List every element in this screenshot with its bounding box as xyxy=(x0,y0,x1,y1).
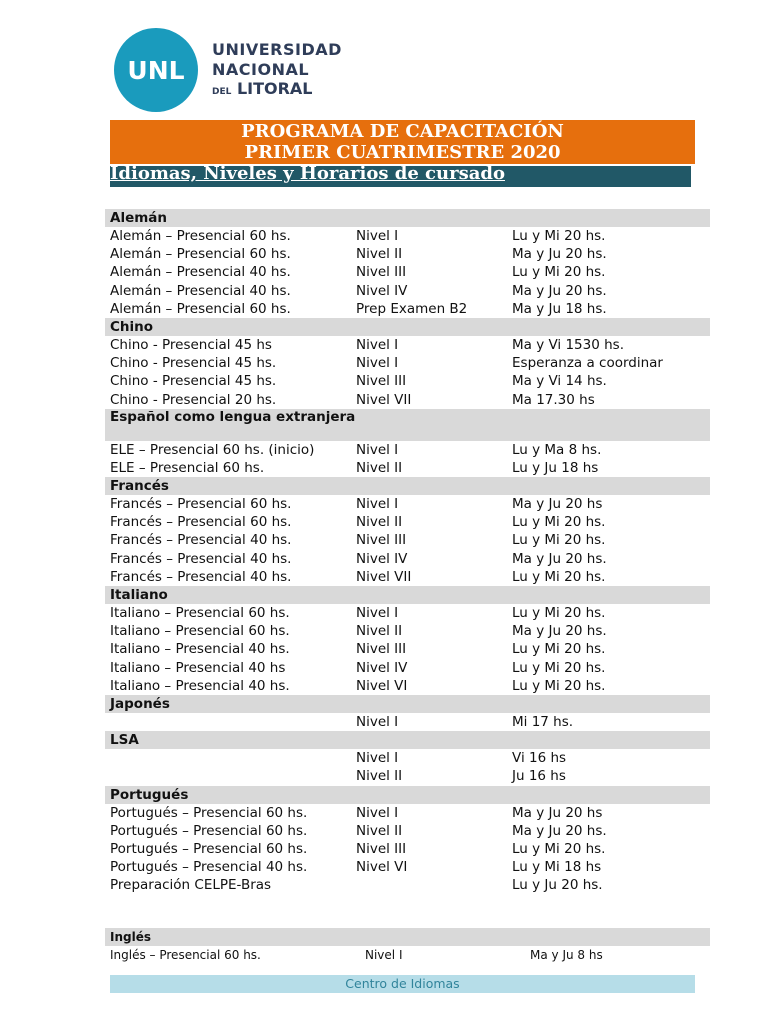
course-cell: ELE – Presencial 60 hs. (inicio) xyxy=(110,441,315,458)
level-cell: Nivel I xyxy=(356,804,399,821)
course-cell: Italiano – Presencial 60 hs. xyxy=(110,623,290,640)
level-cell: Nivel III xyxy=(356,264,407,281)
table-row xyxy=(105,659,710,677)
course-cell: Alemán – Presencial 60 hs. xyxy=(110,300,291,317)
level-cell: Nivel VI xyxy=(356,677,408,694)
course-cell: Chino - Presencial 45 hs. xyxy=(110,355,277,372)
table-row xyxy=(105,459,710,477)
table-row xyxy=(105,622,710,640)
level-cell: Nivel II xyxy=(356,623,403,640)
level-cell: Nivel VII xyxy=(356,568,412,585)
table-row xyxy=(105,263,710,281)
section-header: Chino xyxy=(105,318,710,336)
schedule-cell: Lu y Mi 20 hs. xyxy=(512,840,606,857)
level-cell: Nivel III xyxy=(356,840,407,857)
section-header: Japonés xyxy=(105,695,710,713)
schedule-cell: Ma y Vi 14 hs. xyxy=(512,373,607,390)
table-row xyxy=(105,876,710,894)
schedule-cell: Ma y Ju 20 hs. xyxy=(512,822,607,839)
course-cell: Italiano – Presencial 40 hs. xyxy=(110,641,290,658)
logo-line-1: UNIVERSIDAD xyxy=(212,39,342,59)
table-row xyxy=(105,227,710,245)
schedule-cell: Lu y Mi 20 hs. xyxy=(512,659,606,676)
table-row xyxy=(105,513,710,531)
course-cell: Italiano – Presencial 60 hs. xyxy=(110,605,290,621)
spacer xyxy=(105,894,710,928)
logo-wordmark xyxy=(212,40,342,101)
level-cell: Nivel I xyxy=(356,605,399,621)
table-row xyxy=(105,767,710,785)
banner-title-line-2: PRIMER CUATRIMESTRE 2020 xyxy=(244,142,561,163)
logo-line-2: NACIONAL xyxy=(212,59,310,79)
level-cell: Nivel I xyxy=(356,441,399,458)
schedule-cell: Ma y Ju 8 hs xyxy=(530,948,603,963)
level-cell: Nivel I xyxy=(356,355,399,372)
table-row xyxy=(105,713,710,731)
schedule-cell: Lu y Ma 8 hs. xyxy=(512,441,602,458)
schedule-cell: Lu y Mi 20 hs. xyxy=(512,568,606,585)
table-row xyxy=(105,391,710,409)
schedule-cell: Ma y Vi 1530 hs. xyxy=(512,336,625,353)
table-row xyxy=(105,568,710,586)
course-cell: ELE – Presencial 60 hs. xyxy=(110,459,265,476)
level-cell: Nivel III xyxy=(356,373,407,390)
section-header: LSA xyxy=(105,731,710,749)
schedule-cell: Vi 16 hs xyxy=(512,750,567,767)
table-row xyxy=(105,300,710,318)
section-header: Alemán xyxy=(105,209,710,227)
course-cell: Italiano – Presencial 40 hs. xyxy=(110,677,290,694)
schedule-cell: Lu y Mi 20 hs. xyxy=(512,532,606,549)
schedule-cell: Ma y Ju 20 hs. xyxy=(512,623,607,640)
schedule-cell: Lu y Mi 20 hs. xyxy=(512,605,606,621)
schedule-cell: Ma y Ju 18 hs. xyxy=(512,300,607,317)
course-cell: Portugués – Presencial 60 hs. xyxy=(110,840,308,857)
table-row xyxy=(105,640,710,658)
schedule-cell: Ma y Ju 20 hs. xyxy=(512,550,607,567)
course-cell: Portugués – Presencial 60 hs. xyxy=(110,822,308,839)
schedule-cell: Ma y Ju 20 hs. xyxy=(512,246,607,263)
unl-logo xyxy=(114,28,342,112)
table-row xyxy=(105,531,710,549)
level-cell: Prep Examen B2 xyxy=(356,300,468,317)
banner-title-line-1: PROGRAMA DE CAPACITACIÓN xyxy=(241,121,564,142)
footer-bar xyxy=(110,975,695,993)
schedule-cell: Lu y Mi 20 hs. xyxy=(512,264,606,281)
table-row xyxy=(105,550,710,568)
level-cell: Nivel III xyxy=(356,641,407,658)
course-cell: Francés – Presencial 60 hs. xyxy=(110,496,292,513)
schedule-cell: Ma y Ju 20 hs. xyxy=(512,282,607,299)
level-cell: Nivel IV xyxy=(356,282,408,299)
logo-line-3 xyxy=(212,80,342,101)
course-cell: Portugués – Presencial 60 hs. xyxy=(110,804,308,821)
course-cell: Alemán – Presencial 40 hs. xyxy=(110,282,291,299)
course-cell: Inglés – Presencial 60 hs. xyxy=(110,948,261,963)
schedule-cell: Esperanza a coordinar xyxy=(512,355,663,372)
table-row xyxy=(105,946,710,964)
table-row xyxy=(105,372,710,390)
course-cell: Francés – Presencial 40 hs. xyxy=(110,532,292,549)
table-row xyxy=(105,804,710,822)
course-cell: Portugués – Presencial 40 hs. xyxy=(110,859,308,876)
section-header: Francés xyxy=(105,477,710,495)
table-row xyxy=(105,677,710,695)
level-cell: Nivel II xyxy=(356,459,403,476)
table-row xyxy=(105,858,710,876)
level-cell: Nivel I xyxy=(365,948,403,963)
level-cell: Nivel II xyxy=(356,822,403,839)
course-cell: Alemán – Presencial 60 hs. xyxy=(110,246,291,263)
course-cell: Chino - Presencial 45 hs xyxy=(110,336,272,353)
course-cell: Alemán – Presencial 40 hs. xyxy=(110,264,291,281)
course-cell: Francés – Presencial 60 hs. xyxy=(110,514,292,531)
schedule-cell: Ma 17.30 hs xyxy=(512,391,595,408)
table-row xyxy=(105,441,710,459)
course-cell: Chino - Presencial 20 hs. xyxy=(110,391,277,408)
section-header: Italiano xyxy=(105,586,710,604)
page-subtitle: Idiomas, Niveles y Horarios de cursado xyxy=(110,163,505,184)
level-cell: Nivel III xyxy=(356,532,407,549)
course-cell: Francés – Presencial 40 hs. xyxy=(110,568,292,585)
course-cell: Chino - Presencial 45 hs. xyxy=(110,373,277,390)
schedule-cell: Mi 17 hs. xyxy=(512,713,574,730)
schedule-cell: Lu y Ju 18 hs xyxy=(512,459,599,476)
course-cell: Francés – Presencial 40 hs. xyxy=(110,550,292,567)
schedule-cell: Lu y Mi 20 hs. xyxy=(512,677,606,694)
course-cell: Preparación CELPE-Bras xyxy=(110,877,272,894)
level-cell: Nivel I xyxy=(356,713,399,730)
schedule-cell: Lu y Mi 20 hs. xyxy=(512,514,606,531)
level-cell: Nivel IV xyxy=(356,659,408,676)
level-cell: Nivel IV xyxy=(356,550,408,567)
logo-abbr: UNL xyxy=(127,55,185,85)
table-row xyxy=(105,245,710,263)
subtitle-bar xyxy=(110,163,691,187)
logo-line-3-main: LITORAL xyxy=(236,78,313,98)
table-row xyxy=(105,495,710,513)
schedule-cell: Ma y Ju 20 hs xyxy=(512,496,603,513)
table-row xyxy=(105,840,710,858)
program-banner xyxy=(110,120,695,164)
level-cell: Nivel I xyxy=(356,496,399,513)
level-cell: Nivel II xyxy=(356,246,403,263)
level-cell: Nivel VII xyxy=(356,391,412,408)
schedule-cell: Ju 16 hs xyxy=(512,768,566,785)
table-row xyxy=(105,822,710,840)
level-cell: Nivel I xyxy=(356,336,399,353)
schedule-cell: Lu y Mi 18 hs xyxy=(512,859,602,876)
schedule-cell: Lu y Ju 20 hs. xyxy=(512,877,603,894)
level-cell: Nivel VI xyxy=(356,859,408,876)
level-cell: Nivel II xyxy=(356,768,403,785)
table-row xyxy=(105,282,710,300)
schedule-cell: Ma y Ju 20 hs xyxy=(512,804,603,821)
section-header: Español como lengua extranjera xyxy=(105,409,710,441)
level-cell: Nivel I xyxy=(356,750,399,767)
section-header: Portugués xyxy=(105,786,710,804)
table-row xyxy=(105,749,710,767)
table-row xyxy=(105,604,710,622)
schedule-cell: Lu y Mi 20 hs. xyxy=(512,228,606,244)
table-row xyxy=(105,354,710,372)
unl-logo-circle xyxy=(114,28,198,112)
course-cell: Alemán – Presencial 60 hs. xyxy=(110,228,291,244)
footer-text: Centro de Idiomas xyxy=(345,976,460,991)
section-header: Inglés xyxy=(105,928,710,946)
level-cell: Nivel I xyxy=(356,228,399,244)
schedule-cell: Lu y Mi 20 hs. xyxy=(512,641,606,658)
course-cell: Italiano – Presencial 40 hs xyxy=(110,659,286,676)
logo-line-3-prefix: DEL xyxy=(212,86,232,97)
schedule-table xyxy=(105,209,710,965)
level-cell: Nivel II xyxy=(356,514,403,531)
table-row xyxy=(105,336,710,354)
